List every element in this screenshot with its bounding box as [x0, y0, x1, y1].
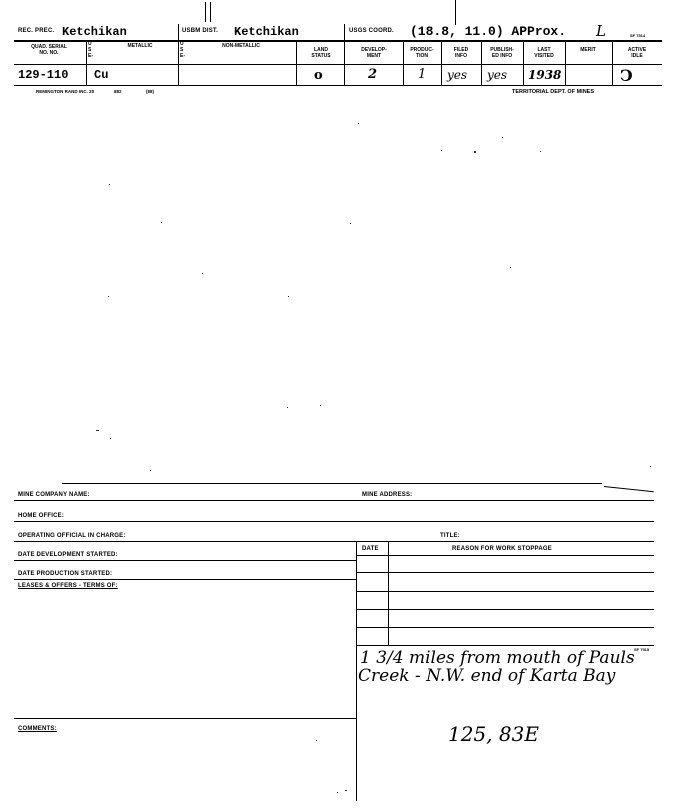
divider [344, 24, 345, 40]
value-land-status: o [314, 68, 323, 83]
speck [161, 222, 162, 223]
table-rule [356, 591, 654, 592]
speck [337, 792, 338, 793]
mine-company-name-label: MINE COMPANY NAME: [18, 492, 90, 498]
department-label: TERRITORIAL DEPT. OF MINES [512, 89, 594, 95]
table-rule [356, 627, 654, 628]
col-development: DEVELOP- MENT [361, 47, 387, 59]
col-non-metallic: NON-METALLIC [222, 43, 260, 49]
speck [150, 470, 151, 471]
usgs-coord-label: USGS COORD. [349, 28, 394, 34]
speck [96, 430, 99, 431]
lower-form-code: SF 7515 [634, 647, 650, 652]
date-prod-started-label: DATE PRODUCTION STARTED: [18, 571, 113, 577]
home-office-label: HOME OFFICE: [18, 513, 65, 519]
top-cut-rule-tail [604, 486, 654, 492]
col-published-info: PUBLISH- ED INFO [490, 47, 514, 59]
speck [650, 466, 651, 467]
speck [441, 150, 442, 151]
date-dev-started-label: DATE DEVELOPMENT STARTED: [18, 552, 118, 558]
top-mark [455, 0, 456, 25]
speck [109, 184, 110, 185]
table-rule [356, 555, 654, 556]
rule [14, 579, 356, 580]
reason-col-header: REASON FOR WORK STOPPAGE [452, 546, 552, 552]
printer-credit: REMINGTON RAND INC. 20 [36, 89, 95, 94]
table-divider [388, 541, 389, 645]
table-rule [356, 645, 654, 646]
speck [108, 296, 109, 297]
col-active-idle: ACTIVE IDLE [627, 47, 647, 59]
rule [14, 718, 356, 719]
speck [288, 296, 289, 297]
rule [14, 500, 654, 501]
note-code: 125, 83E [448, 722, 539, 746]
printer-code2: (88) [146, 89, 155, 94]
divider [612, 40, 613, 85]
divider [178, 40, 179, 85]
top-cut-rule [62, 483, 602, 484]
col-merit: MERIT [580, 47, 596, 53]
value-metallic: Cu [94, 68, 109, 82]
date-col-header: DATE [362, 546, 379, 552]
rec-prec-value: Ketchikan [62, 25, 127, 39]
col-use-metallic-prefix: U S E- [88, 41, 93, 59]
value-development: 2 [368, 67, 378, 82]
value-production: 1 [418, 67, 427, 82]
usbm-dist-label: USBM DIST. [182, 28, 219, 34]
col-metallic: METALLIC [127, 43, 153, 49]
value-filed-info: yes [447, 68, 468, 82]
col-production: PRODUC- TION [410, 47, 434, 59]
mine-address-label: MINE ADDRESS: [362, 492, 413, 498]
col-quad-serial: QUAD. SERIAL NO. NO. [31, 44, 67, 56]
speck [358, 123, 359, 124]
col-use-nonmetallic-prefix: U S E- [180, 41, 185, 59]
speck [287, 407, 288, 408]
col-filed-info: FILED INFO [453, 47, 469, 59]
speck [474, 151, 476, 153]
table-divider [356, 541, 357, 801]
table-rule [356, 572, 654, 573]
rec-prec-label: REC. PREC. [18, 28, 55, 34]
title-label: TITLE: [440, 533, 460, 539]
top-mark [205, 2, 206, 22]
usgs-coord-value: (18.8, 11.0) APProx. [410, 24, 567, 39]
speck [110, 438, 111, 439]
operating-official-label: OPERATING OFFICIAL IN CHARGE: [18, 533, 126, 539]
corner-mark: L [596, 22, 606, 40]
divider [178, 24, 179, 40]
comments-label: COMMENTS: [18, 726, 57, 732]
value-quad-serial: 129-110 [18, 68, 69, 82]
rule [14, 521, 654, 522]
divider [296, 40, 297, 85]
usbm-dist-value: Ketchikan [234, 25, 299, 39]
data-row-bottom-rule [14, 85, 662, 86]
top-mark [210, 2, 211, 22]
divider [344, 40, 345, 85]
value-published-info: yes [487, 68, 508, 82]
speck [320, 405, 321, 406]
speck [316, 740, 317, 741]
leases-offers-label: LEASES & OFFERS - TERMS OF: [18, 583, 118, 589]
divider [86, 40, 87, 85]
col-land-status: LAND STATUS [311, 47, 331, 59]
speck [502, 137, 503, 138]
speck [345, 790, 347, 791]
value-active-idle: Ↄ [620, 66, 633, 85]
rule [14, 560, 356, 561]
note-line-1: 1 3/4 miles from mouth of Pauls [360, 648, 635, 668]
printer-code1: 882 [114, 89, 122, 94]
note-line-2: Creek - N.W. end of Karta Bay [358, 666, 616, 686]
speck [540, 151, 541, 152]
speck [202, 273, 203, 274]
value-last-visited: 1938 [528, 68, 562, 82]
table-rule [356, 609, 654, 610]
speck [510, 267, 511, 268]
col-last-visited: LAST VISITED [534, 47, 554, 59]
speck [350, 223, 351, 224]
form-code: SF 7514 [630, 33, 646, 38]
rule [14, 541, 654, 542]
